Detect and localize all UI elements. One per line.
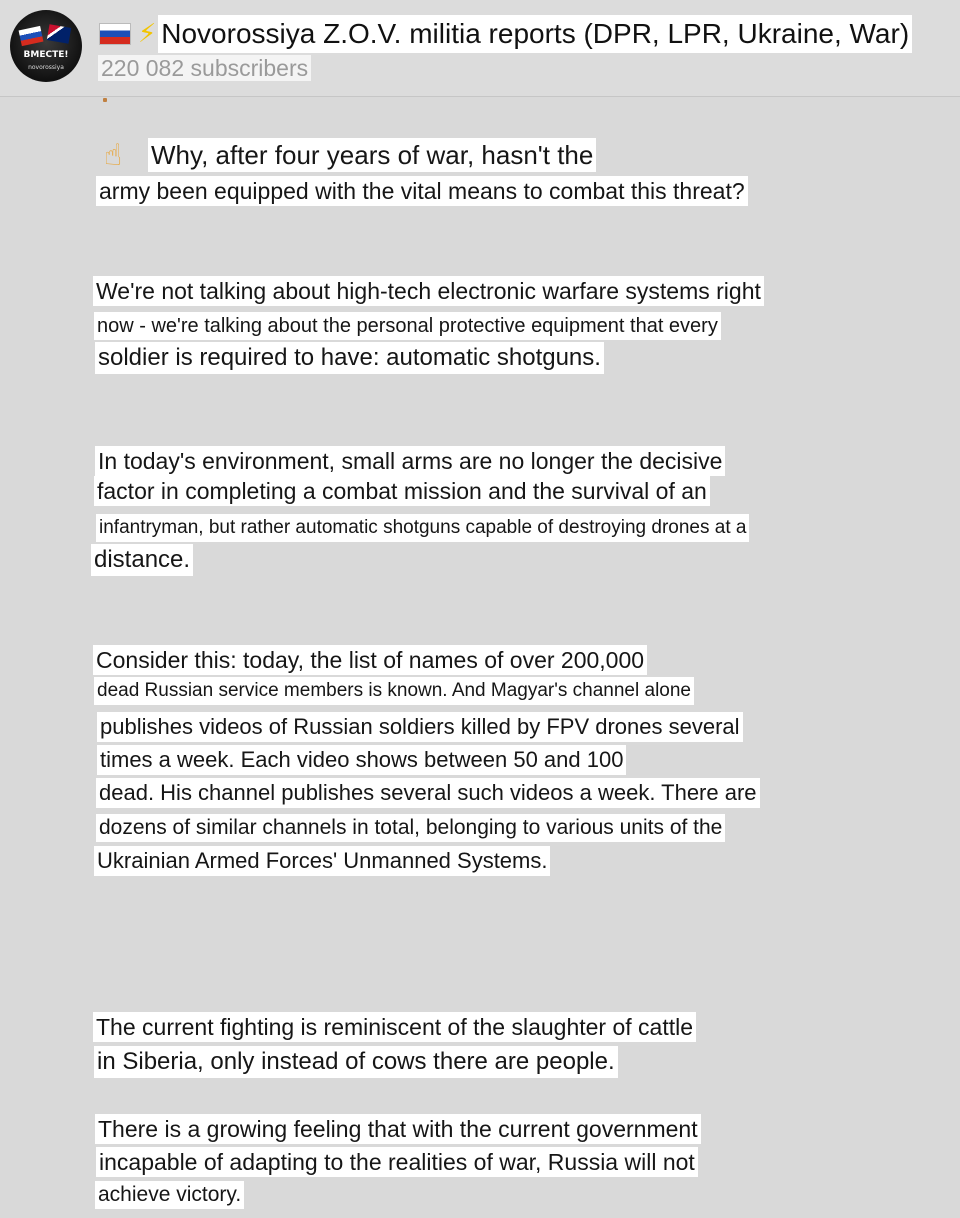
- post-line: We're not talking about high-tech electronic warfare systems right: [93, 276, 764, 306]
- channel-title-row[interactable]: [100, 14, 912, 54]
- avatar-small-text: novorossiya: [28, 64, 64, 71]
- avatar-flag-icon: [47, 24, 71, 44]
- lightning-bolt-icon: ⚡: [138, 19, 157, 49]
- post-line: In today's environment, small arms are no longer the decisive: [95, 446, 725, 476]
- channel-avatar[interactable]: [10, 10, 82, 82]
- post-line: Why, after four years of war, hasn't the: [148, 138, 596, 172]
- subscriber-count: 220 082 subscribers: [98, 55, 311, 81]
- pointing-finger-icon: ☝: [104, 138, 123, 173]
- post-line: dead Russian service members is known. And Magyar's channel alone: [94, 677, 694, 705]
- avatar-text: ВМЕСТЕ!: [23, 50, 69, 60]
- post-line: achieve victory.: [95, 1181, 244, 1209]
- post-line: times a week. Each video shows between 50 and 100: [97, 745, 626, 775]
- post-line: infantryman, but rather automatic shotguns capable of destroying drones at a: [96, 514, 749, 542]
- post-line: distance.: [91, 544, 193, 576]
- post-line: army been equipped with the vital means to combat this threat?: [96, 176, 748, 206]
- russia-flag-icon: [100, 24, 130, 44]
- post-line: Consider this: today, the list of names of over 200,000: [93, 645, 647, 675]
- post-line: incapable of adapting to the realities of war, Russia will not: [96, 1147, 698, 1177]
- post-line: soldier is required to have: automatic shotguns.: [95, 342, 604, 374]
- post-line: in Siberia, only instead of cows there are people.: [94, 1046, 618, 1078]
- post-line: Ukrainian Armed Forces' Unmanned Systems.: [94, 846, 550, 876]
- post-line: dozens of similar channels in total, belonging to various units of the: [96, 814, 725, 842]
- avatar-russia-flag-icon: [19, 26, 44, 46]
- post-line: dead. His channel publishes several such videos a week. There are: [96, 778, 760, 808]
- channel-title[interactable]: Novorossiya Z.O.V. militia reports (DPR, LPR, Ukraine, War): [158, 15, 912, 53]
- divider-mark: [103, 98, 107, 102]
- post-line: factor in completing a combat mission and the survival of an: [94, 476, 710, 506]
- post-line: The current fighting is reminiscent of the slaughter of cattle: [93, 1012, 696, 1042]
- post-line: now - we're talking about the personal protective equipment that every: [94, 312, 721, 340]
- post-line: There is a growing feeling that with the current government: [95, 1114, 701, 1144]
- channel-header[interactable]: [0, 0, 960, 97]
- post-line: publishes videos of Russian soldiers killed by FPV drones several: [97, 712, 743, 742]
